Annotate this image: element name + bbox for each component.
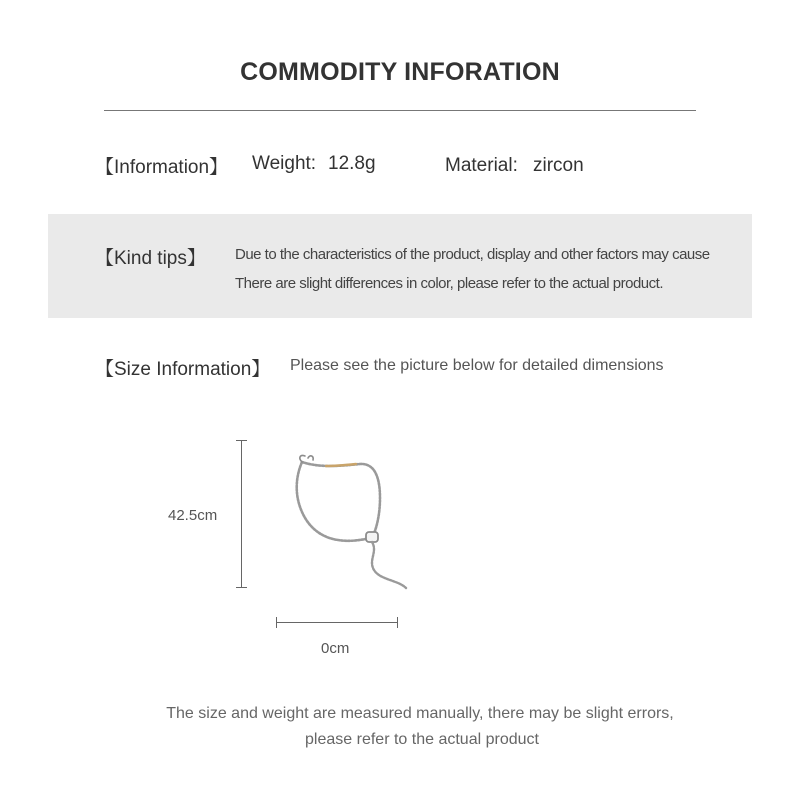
width-dimension-text: 0cm [321, 640, 350, 657]
page-title: COMMODITY INFORATION [240, 58, 560, 86]
necklace-clasp [300, 455, 313, 462]
material-label: Material: [445, 155, 518, 176]
height-dimension-line [241, 440, 242, 588]
kind-tips-line-1: Due to the characteristics of the product, display and other factors may cause [235, 246, 710, 263]
information-label: 【Information】 [95, 157, 229, 178]
necklace-chain [297, 462, 380, 541]
weight-value: 12.8g [328, 153, 376, 174]
width-dimension-line [276, 622, 398, 623]
kind-tips-line-2: There are slight differences in color, please refer to the actual product. [235, 275, 663, 292]
material-value: zircon [533, 155, 584, 176]
height-dimension-cap-bottom [236, 587, 247, 588]
size-information-description: Please see the picture below for detailed dimensions [290, 357, 664, 374]
width-dimension-cap-left [276, 617, 277, 628]
size-information-label: 【Size Information】 [95, 359, 271, 380]
necklace-pendant [366, 532, 378, 542]
title-divider [104, 110, 696, 111]
weight-label: Weight: [252, 153, 317, 174]
kind-tips-label: 【Kind tips】 [95, 248, 206, 269]
footer-note-line-2: please refer to the actual product [305, 731, 539, 748]
necklace-tail [372, 542, 406, 588]
necklace-product-image [280, 448, 420, 596]
height-dimension-cap-top [236, 440, 247, 441]
height-dimension-text: 42.5cm [168, 507, 218, 524]
footer-note-line-1: The size and weight are measured manually, there may be slight errors, [166, 705, 674, 722]
width-dimension-cap-right [397, 617, 398, 628]
